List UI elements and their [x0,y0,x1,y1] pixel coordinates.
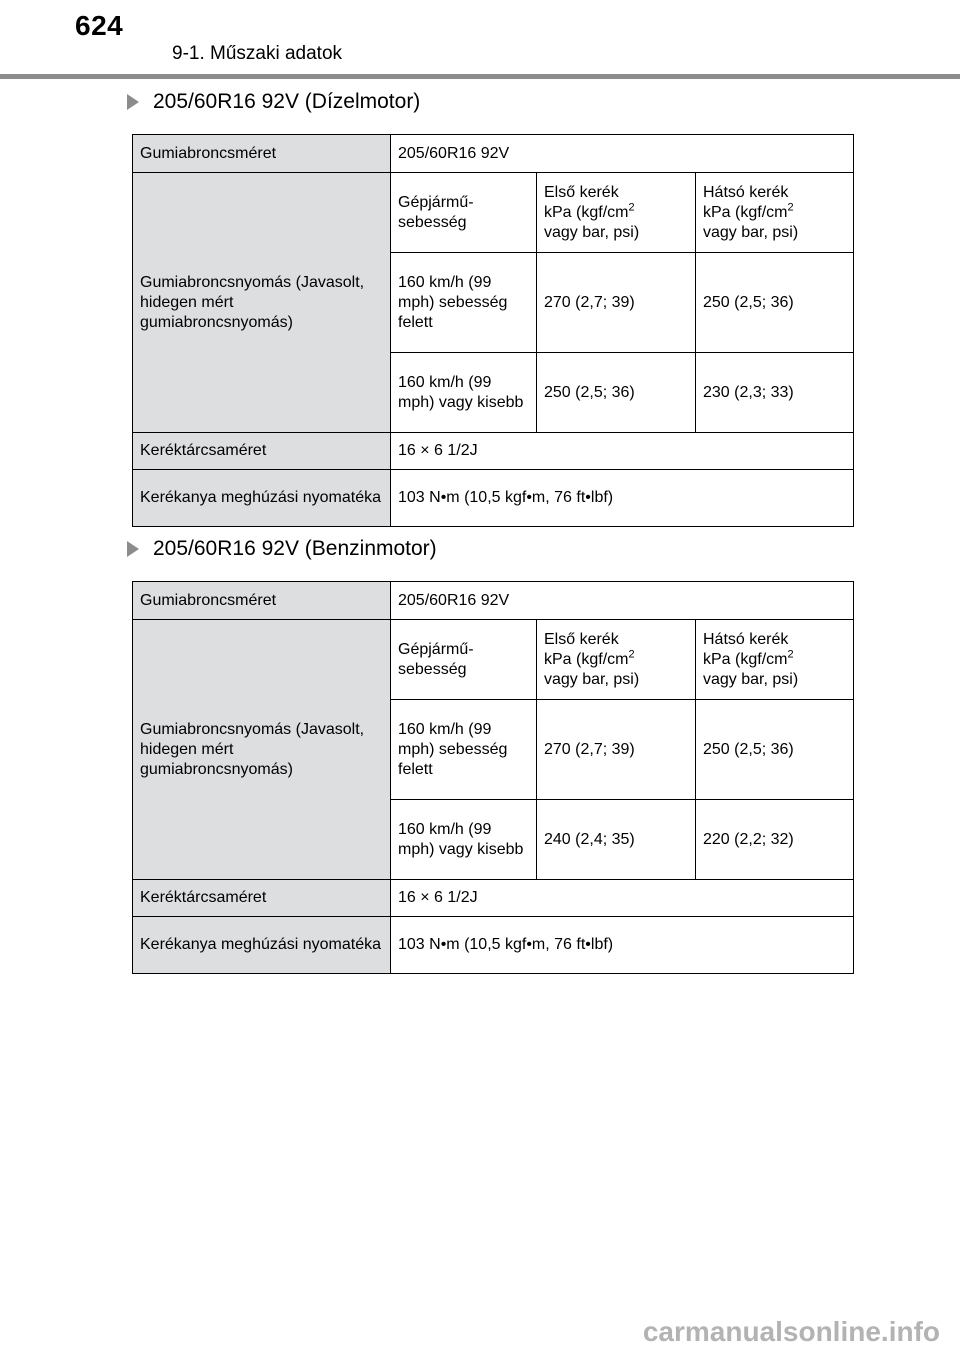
tire-size-value: 205/60R16 92V [391,582,854,620]
rear-wheel-header [696,173,854,253]
rear-pressure-cell: 250 (2,5; 36) [696,700,854,800]
front-wheel-title: Első kerék [544,630,619,648]
table-row [133,173,854,253]
header-rule [0,74,960,79]
superscript: 2 [787,201,794,214]
tire-size-value: 205/60R16 92V [391,135,854,173]
table-row [133,582,854,620]
subheading-petrol [127,537,437,561]
table-row [133,917,854,974]
rear-pressure-cell: 230 (2,3; 33) [696,353,854,433]
subheading-diesel [127,90,420,114]
rear-wheel-unit-alt: vagy bar, psi) [703,670,799,688]
superscript: 2 [787,648,794,661]
tire-size-label: Gumiabroncsméret [133,582,391,620]
front-wheel-unit [544,203,688,223]
front-pressure-cell: 250 (2,5; 36) [537,353,696,433]
spec-table-diesel [132,134,854,527]
front-pressure-cell: 270 (2,7; 39) [537,700,696,800]
pressure-label: Gumiabroncsnyomás (Javasolt, hidegen mért gumiabroncsnyomás) [133,173,391,433]
front-wheel-unit-alt: vagy bar, psi) [544,223,640,241]
front-wheel-unit-alt: vagy bar, psi) [544,670,640,688]
triangle-bullet-icon [127,94,139,110]
torque-value: 103 N•m (10,5 kgf•m, 76 ft•lbf) [391,917,854,974]
front-unit-text: kPa (kgf/cm [544,203,629,221]
rear-unit-text: kPa (kgf/cm [703,203,788,221]
triangle-bullet-icon [127,541,139,557]
wheel-size-label: Keréktárcsaméret [133,433,391,470]
section-title: 9-1. Műszaki adatok [172,43,343,64]
page-number: 624 [75,10,124,41]
speed-header: Gépjármű-sebesség [391,173,537,253]
rear-pressure-cell: 250 (2,5; 36) [696,253,854,353]
speed-cell: 160 km/h (99 mph) sebesség felett [391,253,537,353]
front-wheel-unit [544,650,688,670]
rear-wheel-unit [703,650,846,670]
torque-label: Kerékanya meghúzási nyomatéka [133,917,391,974]
table-row [133,135,854,173]
rear-wheel-unit-alt: vagy bar, psi) [703,223,799,241]
front-unit-text: kPa (kgf/cm [544,650,629,668]
speed-cell: 160 km/h (99 mph) sebesség felett [391,700,537,800]
superscript: 2 [628,648,635,661]
wheel-size-value: 16 × 6 1/2J [391,880,854,917]
wheel-size-label: Keréktárcsaméret [133,880,391,917]
front-wheel-title: Első kerék [544,183,619,201]
spec-table-petrol [132,581,854,974]
torque-value: 103 N•m (10,5 kgf•m, 76 ft•lbf) [391,470,854,527]
superscript: 2 [628,201,635,214]
table-row [133,880,854,917]
watermark: carmanualsonline.info [642,1316,940,1347]
pressure-label: Gumiabroncsnyomás (Javasolt, hidegen mért gumiabroncsnyomás) [133,620,391,880]
table-row [133,620,854,700]
speed-cell: 160 km/h (99 mph) vagy kisebb [391,800,537,880]
rear-wheel-header [696,620,854,700]
rear-wheel-unit [703,203,846,223]
torque-label: Kerékanya meghúzási nyomatéka [133,470,391,527]
wheel-size-value: 16 × 6 1/2J [391,433,854,470]
front-pressure-cell: 270 (2,7; 39) [537,253,696,353]
speed-cell: 160 km/h (99 mph) vagy kisebb [391,353,537,433]
subheading-text: 205/60R16 92V (Benzinmotor) [153,537,437,560]
tire-size-label: Gumiabroncsméret [133,135,391,173]
rear-pressure-cell: 220 (2,2; 32) [696,800,854,880]
page-header [0,0,960,80]
front-wheel-header [537,620,696,700]
rear-unit-text: kPa (kgf/cm [703,650,788,668]
table-row [133,470,854,527]
table-row [133,433,854,470]
rear-wheel-title: Hátsó kerék [703,630,789,648]
speed-header: Gépjármű-sebesség [391,620,537,700]
subheading-text: 205/60R16 92V (Dízelmotor) [153,90,421,113]
front-wheel-header [537,173,696,253]
front-pressure-cell: 240 (2,4; 35) [537,800,696,880]
rear-wheel-title: Hátsó kerék [703,183,789,201]
